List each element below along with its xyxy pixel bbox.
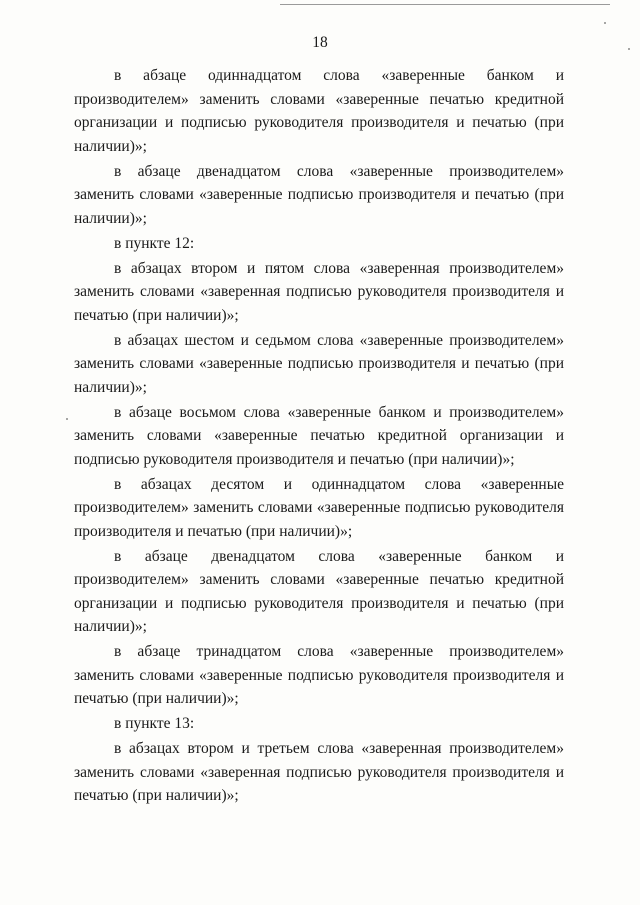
page-number: 18 [312,34,328,51]
paragraph-4: в абзацах втором и пятом слова «заверенная производителем» заменить словами «заверенная подписью руководителя производителя и печатью (при наличии)»; [74,259,564,324]
paragraph-3: в пункте 12: [114,234,195,252]
paragraph-11: в абзацах втором и третьем слова «заверенная производителем» заменить словами «заверенная подписью руководителя производителя и печатью (при наличии)»; [74,740,564,804]
paragraph-7: в абзацах десятом и одиннадцатом слова «заверенные производителем» заменить словами «заверенные подписью руководителя производителя и печатью (при наличии)»; [74,475,564,540]
paragraph-5: в абзацах шестом и седьмом слова «заверенные производителем» заменить словами «заверенные подписью производителя и печатью (при наличии)»; [74,331,564,396]
paragraph-9: в абзаце тринадцатом слова «заверенные производителем» заменить словами «заверенные подписью руководителя производителя и печатью (при наличии)»; [74,643,564,707]
document-body [74,64,564,809]
paragraph-2: в абзаце двенадцатом слова «заверенные производителем» заменить словами «заверенные подписью производителя и печатью (при наличии)»; [74,162,564,227]
paragraph-10: в пункте 13: [114,715,195,732]
paragraph-6: в абзаце восьмом слова «заверенные банком и производителем» заменить словами «заверенные печатью кредитной организации и подписью руководителя производителя и печатью (при наличии)»; [74,403,564,468]
scan-speck [604,22,606,24]
paragraph-8: в абзаце двенадцатом слова «заверенные банком и производителем» заменить словами «заверенные печатью кредитной организации и подписью руководителя производителя и печатью (при наличии)»; [74,547,564,635]
scan-speck [66,418,68,420]
top-rule [280,4,610,5]
paragraph-1: в абзаце одиннадцатом слова «заверенные банком и производителем» заменить словами «заверенные печатью кредитной организации и подписью руководителя производителя и печатью (при наличии)»; [74,67,564,155]
